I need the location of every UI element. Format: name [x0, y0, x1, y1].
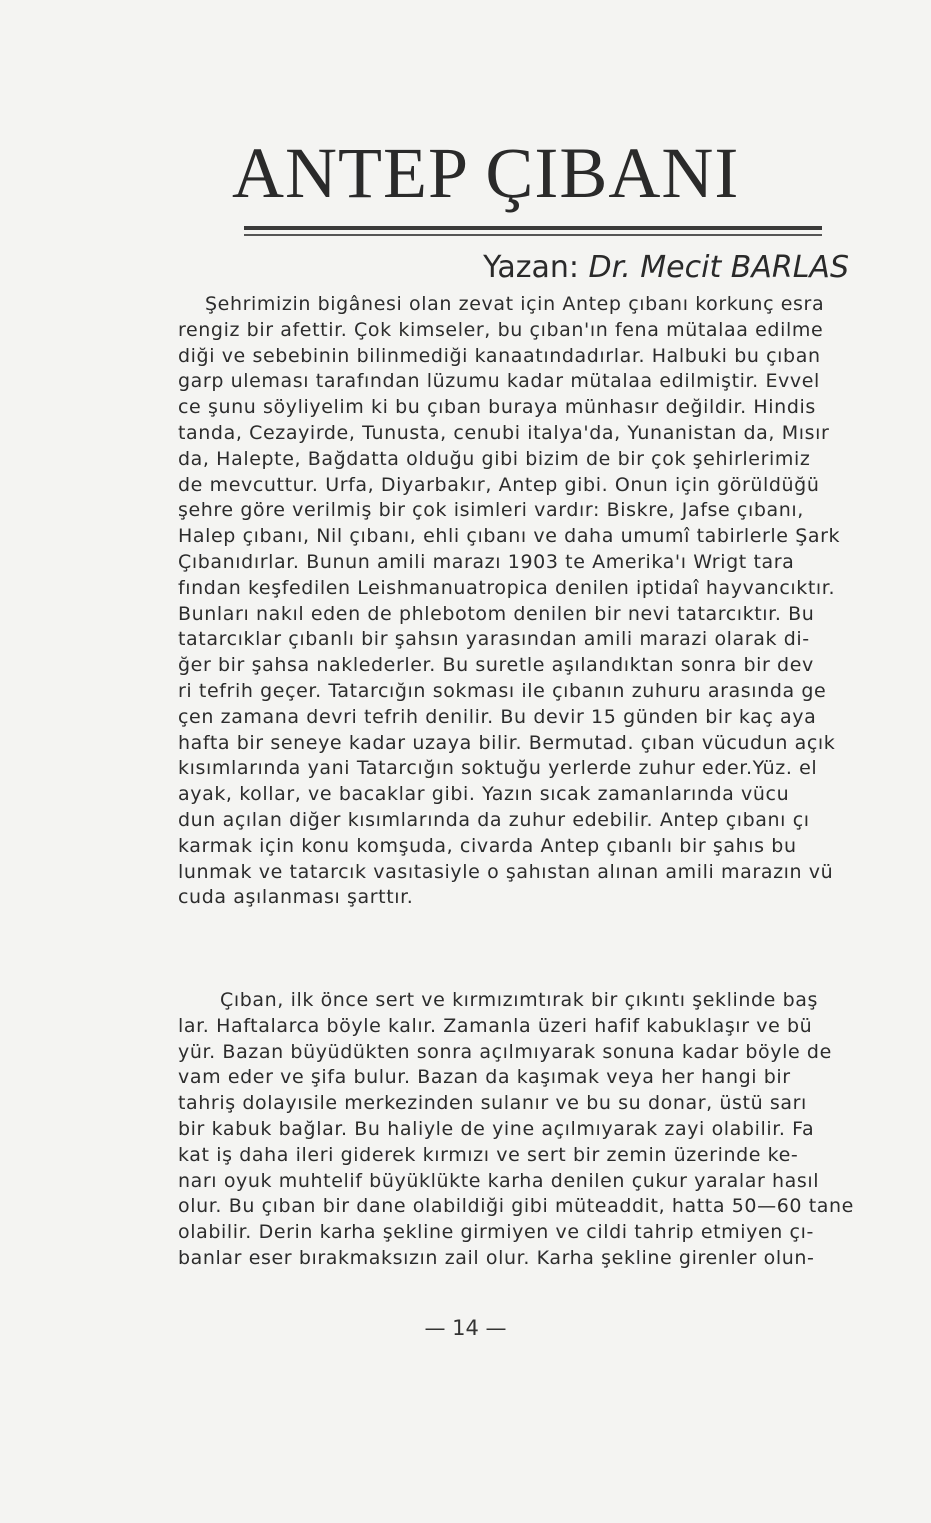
paragraph-line: ğer bir şahsa naklederler. Bu suretle aşılandıktan sonra bir dev	[178, 654, 814, 677]
title-rule-thick	[244, 226, 822, 230]
paragraph-line: ce şunu söyliyelim ki bu çıban buraya münhasır değildir. Hindis	[178, 396, 816, 419]
paragraph-line: tanda, Cezayirde, Tunusta, cenubi italya'da, Yunanistan da, Mısır	[178, 421, 830, 444]
title-rule-thin	[244, 234, 822, 236]
paragraph-line: ri tefrih geçer. Tatarcığın sokması ile çıbanın zuhuru arasında ge	[178, 679, 827, 702]
paragraph-line: fından keşfedilen Leishmanuatropica denilen iptidaî hayvancıktır.	[178, 576, 836, 599]
paragraph-line: lunmak ve tatarcık vasıtasiyle o şahıstan alınan amili marazın vü	[178, 860, 834, 883]
paragraph-line: şehre göre verilmiş bir çok isimleri vardır: Biskre, Jafse çıbanı,	[178, 499, 804, 522]
byline-prefix: Yazan:	[483, 250, 579, 285]
paragraph-line: cuda aşılanması şarttır.	[178, 886, 414, 909]
paragraph-line: diği ve sebebinin bilinmediği kanaatındadırlar. Halbuki bu çıban	[178, 344, 821, 367]
paragraph-line: Halep çıbanı, Nil çıbanı, ehli çıbanı ve daha umumî tabirlerle Şark	[178, 525, 841, 548]
paragraph-line: narı oyuk muhtelif büyüklükte karha denilen çukur yaralar hasıl	[178, 1169, 820, 1192]
paragraph-line: olabilir. Derin karha şekline girmiyen ve cildi tahrip etmiyen çı-	[178, 1221, 814, 1244]
byline	[483, 248, 849, 288]
paragraph-line: hafta bir seneye kadar uzaya bilir. Bermutad. çıban vücudun açık	[178, 731, 836, 754]
paragraph-line: tahriş dolayısile merkezinden sulanır ve bu su donar, üstü sarı	[178, 1092, 807, 1115]
paragraph-line: vam eder ve şifa bulur. Bazan da kaşımak veya her hangi bir	[178, 1066, 791, 1089]
paragraph-line: dun açılan diğer kısımlarında da zuhur edebilir. Antep çıbanı çı	[178, 808, 810, 831]
title-underline	[244, 226, 822, 240]
paragraph-line: Çıban, ilk önce sert ve kırmızımtırak bir çıkıntı şeklinde baş	[220, 989, 818, 1011]
paragraph-line: banlar eser bırakmaksızın zail olur. Karha şekline girenler olun-	[178, 1246, 815, 1269]
paragraph-line: Bunları nakıl eden de phlebotom denilen bir nevi tatarcıktır. Bu	[178, 602, 815, 625]
article-title: ANTEP ÇIBANI	[232, 133, 740, 213]
paragraph-2	[178, 988, 904, 1272]
paragraph-line: garp uleması tarafından lüzumu kadar mütalaa edilmiştir. Evvel	[178, 370, 820, 393]
paragraph-line: Şehrimizin bigânesi olan zevat için Antep çıbanı korkunç esra	[205, 293, 825, 315]
paragraph-line: çen zamana devri tefrih denilir. Bu devir 15 günden bir kaç aya	[178, 705, 817, 728]
paragraph-line: bir kabuk bağlar. Bu haliyle de yine açılmıyarak zayi olabilir. Fa	[178, 1117, 815, 1140]
paragraph-line: kat iş daha ileri giderek kırmızı ve sert bir zemin üzerinde ke-	[178, 1143, 799, 1166]
byline-author: Dr. Mecit BARLAS	[588, 250, 849, 285]
paragraph-line: karmak için konu komşuda, civarda Antep çıbanlı bir şahıs bu	[178, 834, 797, 857]
paragraph-line: tatarcıklar çıbanlı bir şahsın yarasından amili marazi olarak di-	[178, 628, 810, 651]
paragraph-line: olur. Bu çıban bir dane olabildiği gibi müteaddit, hatta 50—60 tane	[178, 1195, 854, 1218]
paragraph-line: kısımlarında yani Tatarcığın soktuğu yerlerde zuhur eder.Yüz. el	[178, 757, 818, 780]
paragraph-1	[178, 292, 904, 911]
paragraph-line: Çıbanıdırlar. Bunun amili marazı 1903 te Amerika'ı Wrigt tara	[178, 550, 795, 573]
paragraph-line: lar. Haftalarca böyle kalır. Zamanla üzeri hafif kabuklaşır ve bü	[178, 1014, 813, 1037]
paragraph-line: de mevcuttur. Urfa, Diyarbakır, Antep gibi. Onun için görüldüğü	[178, 473, 820, 496]
page-number: — 14 —	[424, 1316, 507, 1340]
paragraph-line: ayak, kollar, ve bacaklar gibi. Yazın sıcak zamanlarında vücu	[178, 783, 790, 806]
paragraph-line: rengiz bir afettir. Çok kimseler, bu çıban'ın fena mütalaa edilme	[178, 318, 824, 341]
paragraph-line: yür. Bazan büyüdükten sonra açılmıyarak sonuna kadar böyle de	[178, 1040, 832, 1063]
paragraph-line: da, Halepte, Bağdatta olduğu gibi bizim de bir çok şehirlerimiz	[178, 447, 811, 470]
